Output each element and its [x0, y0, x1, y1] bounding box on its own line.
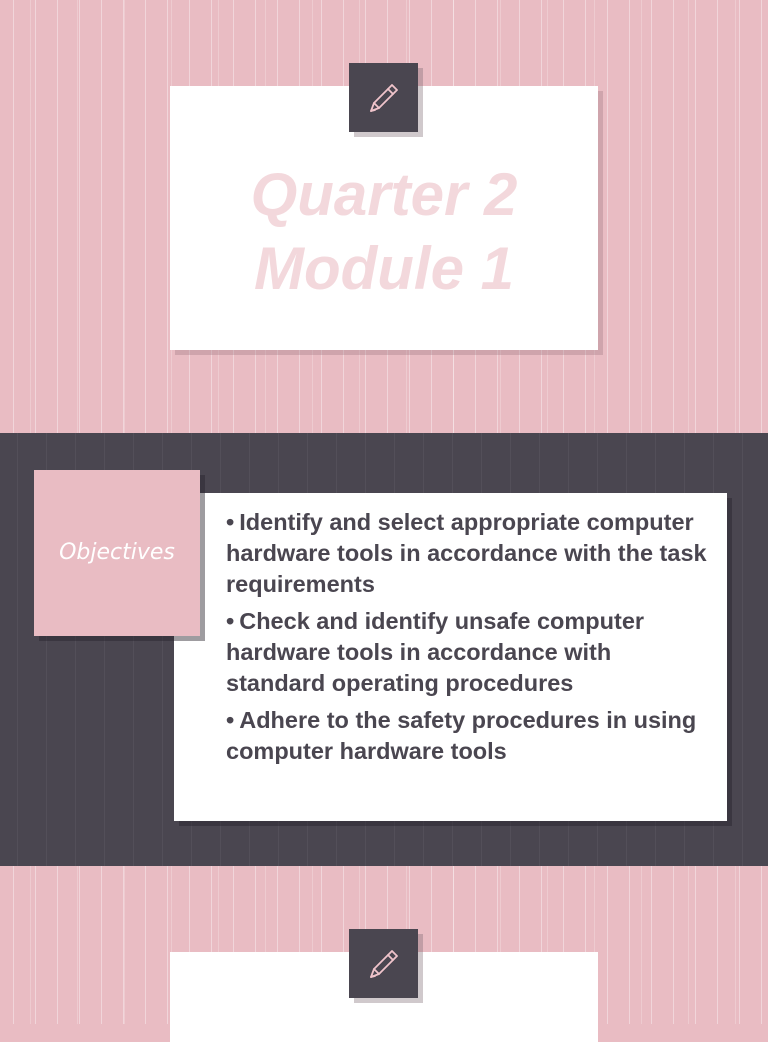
list-item: • Check and identify unsafe computer hardware tools in accordance with standard operating procedures [226, 608, 645, 696]
title-slide [0, 0, 768, 433]
objectives-tab [34, 470, 200, 636]
objectives-list [174, 493, 727, 767]
pencil-icon [349, 63, 418, 132]
slide-title: Quarter 2 Module 1 [250, 161, 518, 302]
objectives-card [174, 493, 727, 821]
pencil-icon [349, 929, 418, 998]
list-item: • Adhere to the safety procedures in using computer hardware tools [226, 707, 697, 764]
objectives-label: Objectives [59, 540, 175, 565]
list-item: • Identify and select appropriate computer hardware tools in accordance with the task requirements [226, 509, 707, 597]
